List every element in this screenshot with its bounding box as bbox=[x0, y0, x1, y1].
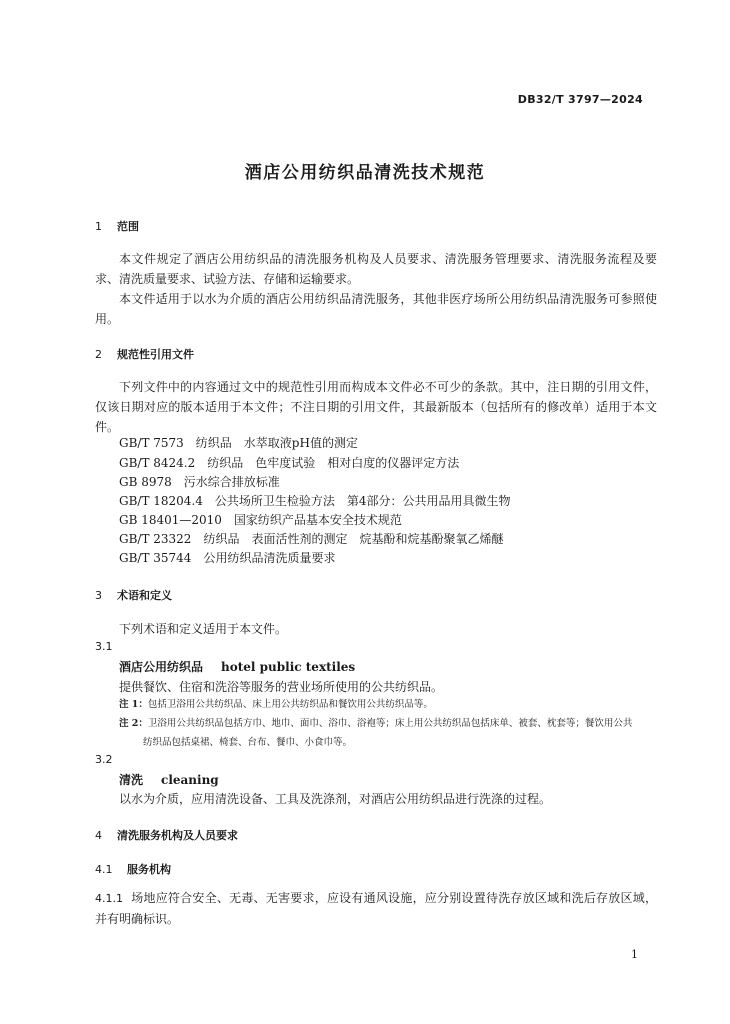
reference-item: GB/T 23322 纺织品 表面活性剂的测定 烷基酚和烷基酚聚氧乙烯醚 bbox=[119, 532, 504, 546]
scope-paragraph-1: 本文件规定了酒店公用纺织品的清洗服务机构及人员要求、清洗服务管理要求、清洗服务流程及要求、清洗质量要求、试验方法、存储和运输要求。 bbox=[95, 252, 657, 286]
clause-number: 4.1.1 bbox=[95, 892, 123, 905]
subsection-title: 服务机构 bbox=[127, 863, 171, 876]
note-label: 注 2： bbox=[119, 718, 148, 729]
section-number: 2 bbox=[95, 348, 102, 361]
note-text: 卫浴用公共纺织品包括方巾、地巾、面巾、浴巾、浴袍等；床上用公共纺织品包括床单、被套、枕套等；餐饮用公共 bbox=[147, 718, 633, 729]
term-definition: 以水为介质，应用清洗设备、工具及洗涤剂，对酒店公用纺织品进行洗涤的过程。 bbox=[119, 792, 552, 806]
note-text: 包括卫浴用公共纺织品、床上用公共纺织品和餐饮用公共纺织品等。 bbox=[147, 699, 433, 710]
term-chinese: 清洗 bbox=[119, 773, 144, 787]
clause-4-1-1 bbox=[95, 888, 657, 929]
section-title: 术语和定义 bbox=[117, 589, 172, 602]
section-title: 范围 bbox=[117, 220, 139, 233]
subsection-4-1-heading bbox=[95, 861, 171, 877]
subsection-number: 4.1 bbox=[95, 863, 113, 876]
section-number: 4 bbox=[95, 829, 102, 842]
section-2-heading bbox=[95, 346, 194, 362]
section-number: 3 bbox=[95, 589, 102, 602]
reference-item: GB 8978 污水综合排放标准 bbox=[119, 475, 280, 489]
document-title: 酒店公用纺织品清洗技术规范 bbox=[244, 163, 486, 183]
term-heading bbox=[119, 771, 219, 788]
note-label: 注 1： bbox=[119, 699, 148, 710]
term-english: hotel public textiles bbox=[221, 660, 356, 674]
normative-references-intro: 下列文件中的内容通过文中的规范性引用而构成本文件必不可少的条款。其中，注日期的引用文件，仅该日期对应的版本适用于本文件；不注日期的引用文件，其最新版本（包括所有的修改单）适用于本文件。 bbox=[95, 380, 657, 434]
section-title: 规范性引用文件 bbox=[117, 348, 194, 361]
section-1-heading bbox=[95, 218, 139, 234]
term-number: 3.1 bbox=[95, 640, 113, 653]
reference-item: GB/T 8424.2 纺织品 色牢度试验 相对白度的仪器评定方法 bbox=[119, 456, 460, 470]
reference-item: GB/T 35744 公用纺织品清洗质量要求 bbox=[119, 551, 336, 565]
clause-text: 场地应符合安全、无毒、无害要求，应设有通风设施，应分别设置待洗存放区域和洗后存放区域，并有明确标识。 bbox=[95, 891, 657, 926]
term-heading bbox=[119, 658, 355, 675]
term-note-2 bbox=[119, 714, 655, 752]
term-definition: 提供餐饮、住宿和洗浴等服务的营业场所使用的公共纺织品。 bbox=[119, 680, 444, 694]
section-4-heading bbox=[95, 827, 238, 843]
standard-code: DB32/T 3797—2024 bbox=[517, 93, 643, 106]
scope-paragraph-2: 本文件适用于以水为介质的酒店公用纺织品清洗服务，其他非医疗场所公用纺织品清洗服务可参照使用。 bbox=[95, 292, 657, 326]
terms-intro: 下列术语和定义适用于本文件。 bbox=[119, 622, 288, 636]
term-number: 3.2 bbox=[95, 753, 113, 766]
page-number: 1 bbox=[631, 948, 638, 961]
term-english: cleaning bbox=[161, 773, 219, 787]
section-title: 清洗服务机构及人员要求 bbox=[117, 829, 238, 842]
section-3-heading bbox=[95, 587, 172, 603]
note-text-continued: 纺织品包括桌裙、椅套、台布、餐巾、小食巾等。 bbox=[143, 737, 353, 748]
term-chinese: 酒店公用纺织品 bbox=[119, 660, 204, 674]
reference-item: GB/T 18204.4 公共场所卫生检验方法 第4部分：公共用品用具微生物 bbox=[119, 494, 511, 508]
term-note-1 bbox=[119, 695, 655, 714]
reference-item: GB 18401—2010 国家纺织产品基本安全技术规范 bbox=[119, 513, 402, 527]
section-number: 1 bbox=[95, 220, 102, 233]
reference-item: GB/T 7573 纺织品 水萃取液pH值的测定 bbox=[119, 436, 358, 450]
